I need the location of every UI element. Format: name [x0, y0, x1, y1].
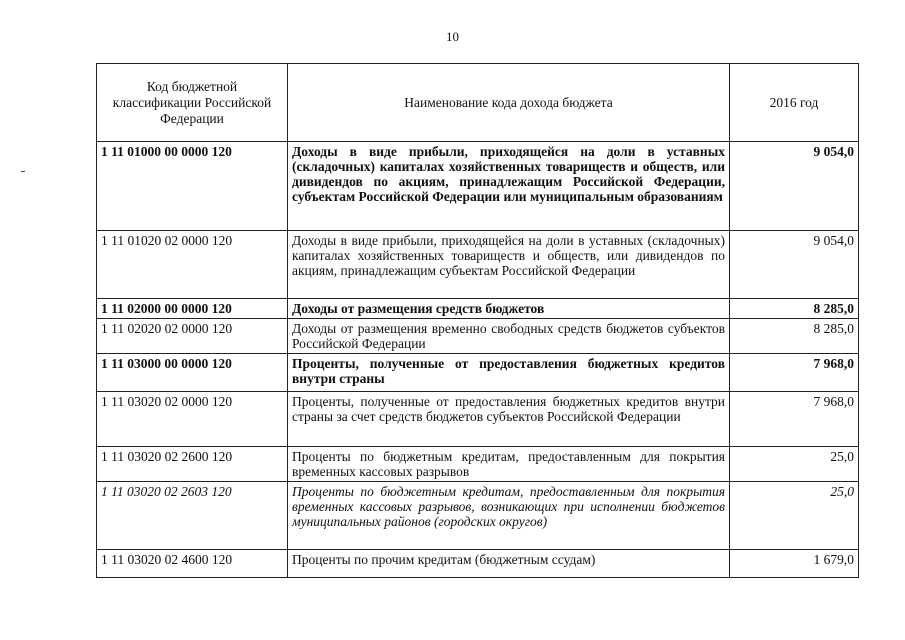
table-row — [97, 299, 859, 319]
page-number: 10 — [446, 29, 459, 44]
revenue-name-cell: Доходы в виде прибыли, приходящейся на доли в уставных (складочных) капиталах хозяйственных товариществ и обществ, или дивидендов по акциям, принадлежащим субъектам Российской Федерации — [288, 231, 730, 299]
budget-code-cell: 1 11 03020 02 2600 120 — [97, 447, 288, 482]
amount-2016-cell: 25,0 — [730, 447, 859, 482]
amount-2016-cell: 7 968,0 — [730, 354, 859, 392]
revenue-name-cell: Доходы от размещения временно свободных средств бюджетов субъектов Российской Федерации — [288, 319, 730, 354]
header-name: Наименование кода дохода бюджета — [288, 64, 730, 142]
budget-code-cell: 1 11 03020 02 2603 120 — [97, 482, 288, 550]
revenue-name-cell: Доходы от размещения средств бюджетов — [288, 299, 730, 319]
revenue-name-cell: Проценты по бюджетным кредитам, предоставленным для покрытия временных кассовых разрывов, возникающих при исполнении бюджетов муниципальных районов (городских округов) — [288, 482, 730, 550]
revenue-name-cell: Проценты, полученные от предоставления бюджетных кредитов внутри страны за счет средств бюджетов субъектов Российской Федерации — [288, 392, 730, 447]
amount-2016-cell: 8 285,0 — [730, 319, 859, 354]
amount-2016-cell: 7 968,0 — [730, 392, 859, 447]
amount-2016-cell: 25,0 — [730, 482, 859, 550]
header-year: 2016 год — [730, 64, 859, 142]
budget-code-cell: 1 11 01020 02 0000 120 — [97, 231, 288, 299]
scan-artifact-mark — [21, 171, 25, 172]
table-row — [97, 319, 859, 354]
table-row — [97, 447, 859, 482]
header-code: Код бюджетной классификации Российской Федерации — [97, 64, 288, 142]
table-row — [97, 392, 859, 447]
budget-code-cell: 1 11 03000 00 0000 120 — [97, 354, 288, 392]
budget-code-cell: 1 11 01000 00 0000 120 — [97, 142, 288, 231]
table-header-row — [97, 64, 859, 142]
revenue-name-cell: Доходы в виде прибыли, приходящейся на доли в уставных (складочных) капиталах хозяйственных товариществ и обществ, или дивидендов по акциям, принадлежащим Российской Федерации, субъектам Российской Федерации или муниципальным образованиям — [288, 142, 730, 231]
revenue-name-cell: Проценты по бюджетным кредитам, предоставленным для покрытия временных кассовых разрывов — [288, 447, 730, 482]
revenue-name-cell: Проценты, полученные от предоставления бюджетных кредитов внутри страны — [288, 354, 730, 392]
amount-2016-cell: 1 679,0 — [730, 550, 859, 578]
table-row — [97, 231, 859, 299]
budget-code-cell: 1 11 02020 02 0000 120 — [97, 319, 288, 354]
budget-code-cell: 1 11 03020 02 0000 120 — [97, 392, 288, 447]
budget-code-cell: 1 11 03020 02 4600 120 — [97, 550, 288, 578]
table-row — [97, 354, 859, 392]
budget-code-cell: 1 11 02000 00 0000 120 — [97, 299, 288, 319]
amount-2016-cell: 9 054,0 — [730, 142, 859, 231]
table-row — [97, 550, 859, 578]
amount-2016-cell: 8 285,0 — [730, 299, 859, 319]
table-row — [97, 142, 859, 231]
revenue-name-cell: Проценты по прочим кредитам (бюджетным ссудам) — [288, 550, 730, 578]
table-row — [97, 482, 859, 550]
budget-revenue-table — [96, 63, 859, 578]
amount-2016-cell: 9 054,0 — [730, 231, 859, 299]
table-body — [97, 142, 859, 578]
